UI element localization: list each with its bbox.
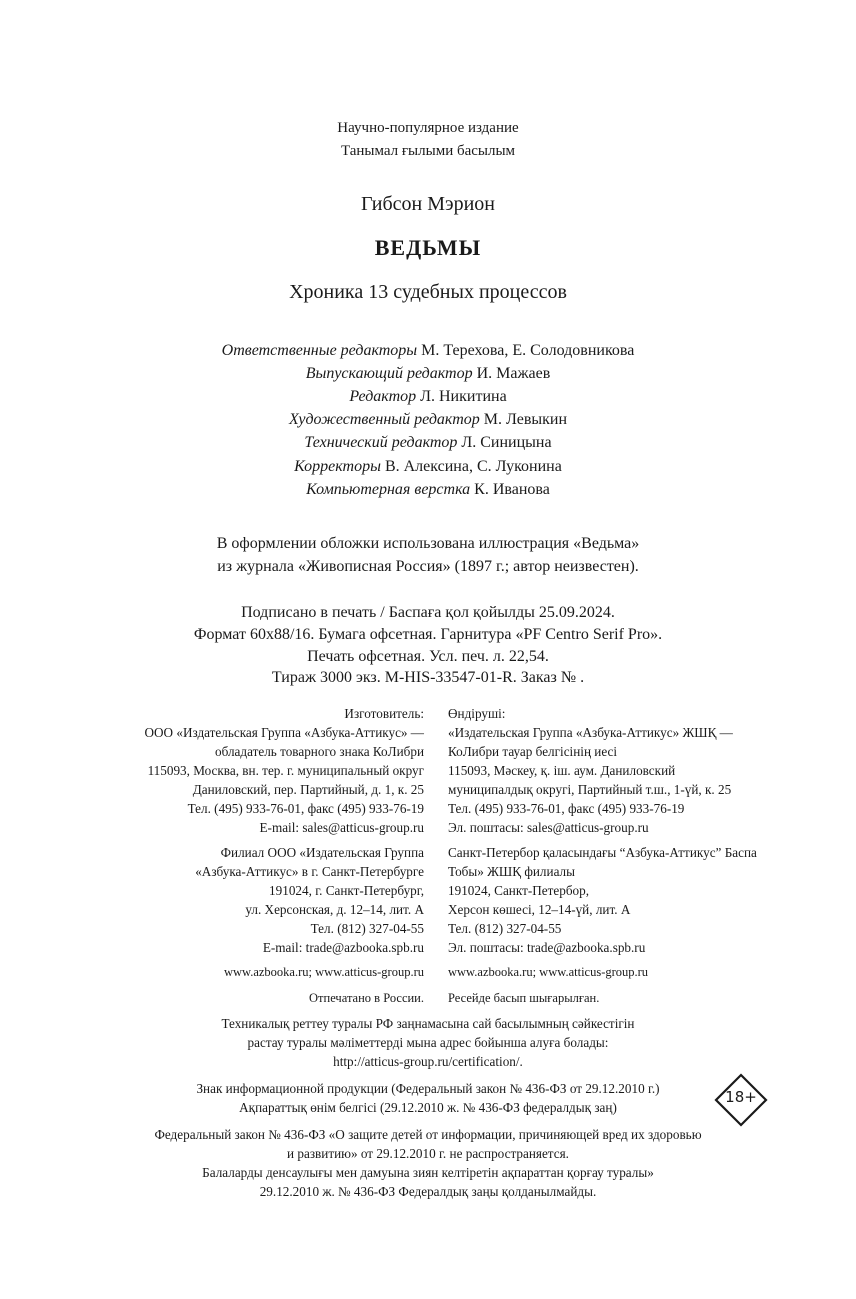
manufacturer-ru-line: Даниловский, пер. Партийный, д. 1, к. 25 <box>192 782 424 797</box>
age-rating-label: 18+ <box>725 1088 757 1106</box>
credit-line <box>0 411 856 429</box>
credit-role: Художественный редактор <box>288 411 480 428</box>
web-links-kz: www.azbooka.ru; www.atticus-group.ru <box>448 965 649 979</box>
print-info-line: Формат 60х88/16. Бумага офсетная. Гарнитура «PF Centro Serif Pro». <box>193 626 663 643</box>
credit-name: К. Иванова <box>474 481 550 498</box>
branch-kz-line: Тобы» ЖШҚ филиалы <box>448 864 575 879</box>
print-info-line: Тираж 3000 экз. M-HIS-33547-01-R. Заказ № . <box>271 669 585 686</box>
law-note-line: 29.12.2010 ж. № 436-ФЗ Федералдық заңы қолданылмайды. <box>259 1184 597 1199</box>
edition-type-kz: Танымал ғылыми басылым <box>340 143 516 159</box>
author-name: Гибсон Мэрион <box>360 193 496 215</box>
branch-kz-line: 191024, Санкт-Петербор, <box>448 883 590 898</box>
credit-role: Технический редактор <box>304 434 458 451</box>
credit-name: М. Левыкин <box>483 411 568 428</box>
manufacturer-ru-line: ООО «Издательская Группа «Азбука-Аттикус» — <box>144 725 424 740</box>
branch-ru-line: E-mail: trade@azbooka.spb.ru <box>262 940 424 955</box>
manufacturer-kz-line: Эл. поштасы: sales@atticus-group.ru <box>448 820 649 835</box>
branch-ru-line: Филиал ООО «Издательская Группа <box>220 845 424 860</box>
book-title: ВЕДЬМЫ <box>374 235 482 260</box>
credit-role: Ответственные редакторы <box>221 342 418 359</box>
credit-line <box>0 434 856 452</box>
credit-name: Л. Никитина <box>420 388 507 405</box>
branch-kz-line: Тел. (812) 327-04-55 <box>448 921 562 936</box>
tech-reg-line: Техникалық реттеу туралы РФ заңнамасына сай басылымның сәйкестігін <box>221 1016 635 1031</box>
credit-name: М. Терехова, Е. Солодовникова <box>421 342 635 359</box>
print-info-line: Печать офсетная. Усл. печ. л. 22,54. <box>307 648 549 665</box>
credit-line <box>0 481 856 499</box>
law-note-line: и развитию» от 29.12.2010 г. не распространяется. <box>287 1146 569 1161</box>
branch-ru-line: «Азбука-Аттикус» в г. Санкт-Петербурге <box>195 864 424 879</box>
law-note-line: Балаларды денсаулығы мен дамуына зиян келтіретін ақпараттан қорғау туралы» <box>202 1165 654 1180</box>
web-links-ru: www.azbooka.ru; www.atticus-group.ru <box>223 965 424 979</box>
credit-name: Л. Синицына <box>461 434 552 451</box>
credit-line <box>0 365 856 383</box>
printed-in-kz: Ресейде басып шығарылған. <box>448 991 600 1005</box>
cover-note-line: В оформлении обложки использована иллюстрация «Ведьма» <box>216 535 640 552</box>
printed-in-ru: Отпечатано в России. <box>309 991 424 1005</box>
branch-kz-line: Эл. поштасы: trade@azbooka.spb.ru <box>448 940 646 955</box>
tech-reg-line: http://atticus-group.ru/certification/. <box>333 1054 523 1069</box>
manufacturer-ru-line: 115093, Москва, вн. тер. г. муниципальный округ <box>147 763 424 778</box>
manufacturer-ru-line: E-mail: sales@atticus-group.ru <box>259 820 424 835</box>
tech-reg-line: растау туралы мәліметтерді мына адрес бойынша алуға болады: <box>247 1035 609 1050</box>
credit-name: И. Мажаев <box>476 365 551 382</box>
edition-type-ru: Научно-популярное издание <box>337 120 519 136</box>
law-note-line: Федеральный закон № 436-ФЗ «О защите детей от информации, причиняющей вред их здоровью <box>154 1127 702 1142</box>
credit-name: В. Алексина, С. Луконина <box>384 458 562 475</box>
credit-role: Выпускающий редактор <box>305 365 473 382</box>
branch-kz-line: Санкт-Петербор қаласындағы “Азбука-Аттикус” Баспа <box>448 845 757 860</box>
manufacturer-kz-line: Тел. (495) 933-76-01, факс (495) 933-76-19 <box>448 801 685 816</box>
info-sign-line: Знак информационной продукции (Федеральный закон № 436-ФЗ от 29.12.2010 г.) <box>196 1081 660 1096</box>
credit-role: Компьютерная верстка <box>306 481 471 498</box>
branch-ru-line: 191024, г. Санкт-Петербург, <box>269 883 424 898</box>
manufacturer-kz-line: КоЛибри тауар белгісінің иесі <box>448 744 618 759</box>
credit-role: Корректоры <box>294 458 381 475</box>
cover-note-line: из журнала «Живописная Россия» (1897 г.; автор неизвестен). <box>217 558 639 575</box>
branch-ru-line: ул. Херсонская, д. 12–14, лит. А <box>245 902 424 917</box>
credit-line <box>0 342 856 360</box>
manufacturer-ru-line: Изготовитель: <box>344 706 424 721</box>
book-subtitle: Хроника 13 судебных процессов <box>289 281 567 303</box>
manufacturer-ru-line: Тел. (495) 933-76-01, факс (495) 933-76-19 <box>187 801 424 816</box>
credit-role: Редактор <box>349 388 417 405</box>
info-sign-line: Ақпараттық өнім белгісі (29.12.2010 ж. № 436-ФЗ федералдық заң) <box>239 1100 617 1115</box>
manufacturer-kz-line: «Издательская Группа «Азбука-Аттикус» ЖШҚ — <box>448 725 733 740</box>
print-info-line: Подписано в печать / Баспаға қол қойылды 25.09.2024. <box>241 604 615 621</box>
branch-kz-line: Херсон көшесі, 12–14-үй, лит. А <box>448 902 631 917</box>
manufacturer-kz-line: Өндіруші: <box>448 706 506 721</box>
credit-line <box>0 458 856 476</box>
manufacturer-ru-line: обладатель товарного знака КоЛибри <box>214 744 424 759</box>
manufacturer-kz-line: 115093, Мәскеу, қ. іш. аум. Даниловский <box>448 763 676 778</box>
manufacturer-kz-line: муниципалдық округі, Партийный т.ш., 1-үй, к. 25 <box>448 782 732 797</box>
branch-ru-line: Тел. (812) 327-04-55 <box>310 921 424 936</box>
credit-line <box>0 388 856 406</box>
